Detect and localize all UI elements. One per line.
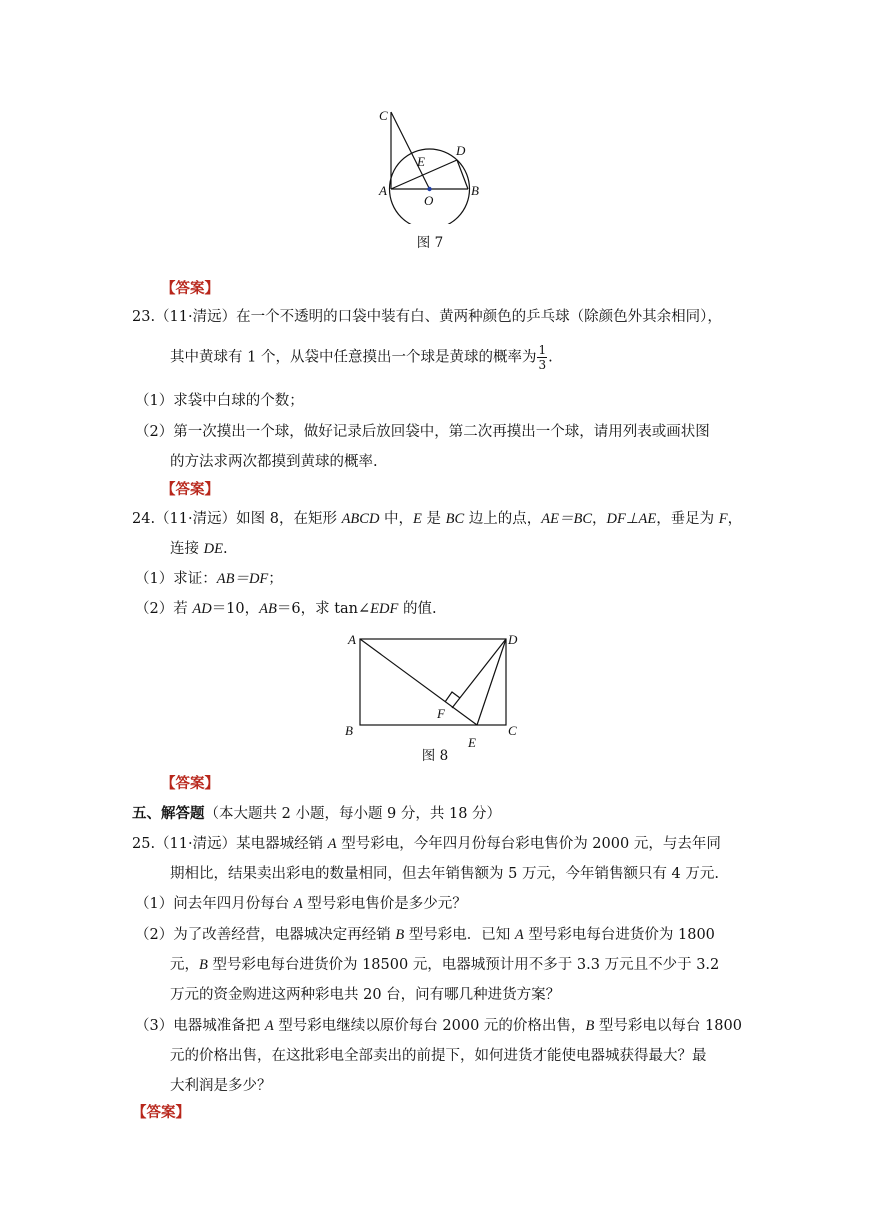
- q23-fraction: $\frac{1}{3}$: [538, 343, 547, 372]
- q25-sub1: （1）问去年四月份每台 A 型号彩电售价是多少元？: [135, 896, 467, 912]
- fig8-label-A: A: [348, 632, 356, 647]
- q23-sub2-line1: （2）第一次摸出一个球，做好记录后放回袋中，第二次再摸出一个球，请用列表或画状图: [135, 424, 710, 440]
- fig8-label-F: F: [437, 706, 445, 721]
- q23-sub1: （1）求袋中白球的个数；: [135, 393, 304, 409]
- fig8-label-B: B: [345, 723, 353, 738]
- figure-8-caption: 图 8: [421, 748, 449, 764]
- q24-line2: 连接 DE.: [170, 541, 228, 557]
- fig8-label-C: C: [508, 723, 517, 738]
- q25-sub2-line2: 元，B 型号彩电每台进货价为 18500 元，电器城预计用不多于 3.3 万元且不少于 3.2: [170, 957, 720, 973]
- q23-line1: 23.（11·清远）在一个不透明的口袋中装有白、黄两种颜色的乒乓球（除颜色外其余相同），: [132, 309, 722, 325]
- q25-line2: 期相比，结果卖出彩电的数量相同，但去年销售额为 5 万元，今年销售额只有 4 万元.: [170, 866, 719, 882]
- q24-line1: 24.（11·清远）如图 8，在矩形 ABCD 中，E 是 BC 边上的点，AE＝BC，DF⊥AE，垂足为 F，: [132, 511, 743, 527]
- fig7-label-E: E: [417, 154, 425, 169]
- q24-sub1: （1）求证：AB＝DF；: [135, 571, 283, 587]
- q25-sub3-line3: 大利润是多少？: [170, 1078, 272, 1094]
- fig7-label-B: B: [471, 183, 479, 198]
- q23-sub2-line2: 的方法求两次都摸到黄球的概率.: [170, 454, 378, 470]
- fig7-label-D: D: [456, 143, 466, 158]
- answer-label: 【答案】: [161, 481, 219, 498]
- q25-sub3-line2: 元的价格出售，在这批彩电全部卖出的前提下，如何进货才能使电器城获得最大？最: [170, 1048, 707, 1064]
- figure-7-diagram: [370, 100, 490, 224]
- fig8-label-E: E: [468, 735, 476, 748]
- q25-sub3-line1: （3）电器城准备把 A 型号彩电继续以原价每台 2000 元的价格出售，B 型号彩电以每台 1800: [135, 1018, 742, 1034]
- q25-sub2-line1: （2）为了改善经营，电器城决定再经销 B 型号彩电．已知 A 型号彩电每台进货价为 1800: [135, 927, 715, 943]
- figure-7-caption: 图 7: [416, 235, 444, 251]
- fig7-label-A: A: [379, 183, 387, 198]
- answer-label: 【答案】: [132, 1104, 190, 1121]
- fig7-label-C: C: [379, 108, 388, 123]
- fig7-label-O: O: [424, 193, 434, 208]
- fig8-label-D: D: [508, 632, 518, 647]
- answer-label: 【答案】: [161, 280, 219, 297]
- q25-line1: 25.（11·清远）某电器城经销 A 型号彩电，今年四月份每台彩电售价为 2000 元，与去年同: [132, 836, 721, 852]
- answer-label: 【答案】: [161, 775, 219, 792]
- q23-line2: 其中黄球有 1 个，从袋中任意摸出一个球是黄球的概率为 $\frac{1}{3}$ .: [170, 343, 553, 372]
- figure-7: [370, 100, 490, 250]
- figure-8-diagram: [340, 628, 530, 748]
- q24-sub2: （2）若 AD＝10，AB＝6，求 tan∠EDF 的值.: [135, 601, 437, 617]
- section-5-heading: 五、解答题（本大题共 2 小题，每小题 9 分，共 18 分）: [132, 805, 502, 822]
- q25-sub2-line3: 万元的资金购进这两种彩电共 20 台，问有哪几种进货方案？: [170, 987, 561, 1003]
- figure-8: [340, 628, 530, 763]
